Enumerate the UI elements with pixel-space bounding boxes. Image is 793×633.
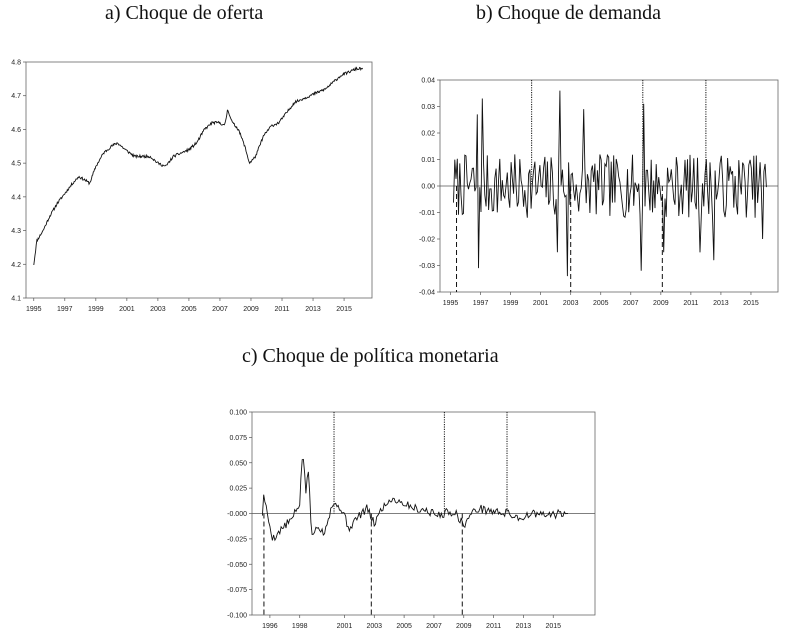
- x-tick-label: 2005: [592, 300, 609, 307]
- x-tick-label: 1999: [502, 300, 519, 307]
- series-line-monetaria: [262, 459, 568, 540]
- x-tick-label: 2003: [150, 306, 166, 313]
- y-tick-label: -0.04: [419, 289, 435, 297]
- y-tick-label: 0.075: [229, 434, 247, 442]
- x-tick-label: 1996: [262, 623, 278, 630]
- y-tick-label: -0.050: [227, 561, 247, 569]
- x-tick-label: 2015: [336, 306, 352, 313]
- x-tick-label: 2013: [515, 623, 532, 630]
- y-tick-label: -0.02: [419, 236, 435, 244]
- x-tick-label: 1995: [442, 300, 459, 307]
- y-tick-label: -0.075: [227, 587, 247, 595]
- x-tick-label: 1997: [472, 300, 489, 307]
- x-tick-label: 2013: [713, 300, 729, 307]
- x-tick-label: 2007: [426, 623, 442, 630]
- x-tick-label: 2005: [181, 306, 197, 313]
- y-tick-label: -0.100: [227, 612, 247, 620]
- y-tick-label: 0.100: [229, 409, 247, 417]
- y-tick-label: 0.00: [421, 183, 435, 191]
- x-tick-label: 1999: [88, 306, 104, 313]
- y-tick-label: 0.050: [229, 460, 247, 468]
- x-tick-label: 2009: [653, 300, 669, 307]
- chart-b-title: b) Choque de demanda: [476, 2, 661, 24]
- x-tick-label: 2011: [486, 623, 502, 630]
- chart-c-title: c) Choque de política monetaria: [242, 345, 499, 367]
- x-tick-label: 2009: [243, 306, 259, 313]
- chart-a-title: a) Choque de oferta: [105, 2, 264, 24]
- y-tick-label: 4.2: [11, 261, 21, 269]
- y-tick-label: 0.03: [421, 104, 435, 111]
- y-tick-label: 4.8: [11, 59, 21, 67]
- x-tick-label: 2007: [622, 300, 639, 307]
- y-tick-label: 4.4: [11, 194, 21, 202]
- y-tick-label: -0.025: [227, 536, 247, 544]
- x-tick-label: 2011: [683, 300, 699, 307]
- x-tick-label: 2013: [305, 306, 321, 313]
- x-tick-label: 2003: [562, 300, 579, 307]
- x-tick-label: 2015: [743, 300, 759, 307]
- y-tick-label: 0.01: [421, 157, 435, 164]
- y-tick-label: -0.01: [419, 210, 435, 217]
- x-tick-label: 2015: [545, 623, 562, 630]
- y-tick-label: 4.5: [11, 160, 21, 168]
- y-tick-label: 4.1: [11, 295, 21, 303]
- x-tick-label: 1998: [291, 623, 308, 630]
- x-tick-label: 2001: [119, 306, 135, 313]
- x-tick-label: 2009: [455, 623, 472, 630]
- x-tick-label: 2003: [366, 623, 383, 630]
- x-tick-label: 1997: [57, 306, 73, 313]
- y-tick-label: 4.7: [11, 93, 21, 101]
- y-tick-label: 0.02: [421, 130, 435, 138]
- x-tick-label: 1995: [25, 306, 42, 313]
- y-tick-label: 4.3: [11, 228, 21, 236]
- x-tick-label: 2001: [336, 623, 353, 630]
- y-tick-label: 0.025: [229, 485, 247, 493]
- y-tick-label: 4.6: [11, 126, 21, 134]
- x-tick-label: 2001: [532, 300, 549, 307]
- x-tick-label: 2005: [396, 623, 412, 630]
- y-tick-label: -0.000: [227, 511, 247, 518]
- y-tick-label: 0.04: [421, 77, 435, 85]
- y-tick-label: -0.03: [419, 263, 435, 270]
- x-tick-label: 2011: [274, 306, 290, 313]
- x-tick-label: 2007: [212, 306, 228, 313]
